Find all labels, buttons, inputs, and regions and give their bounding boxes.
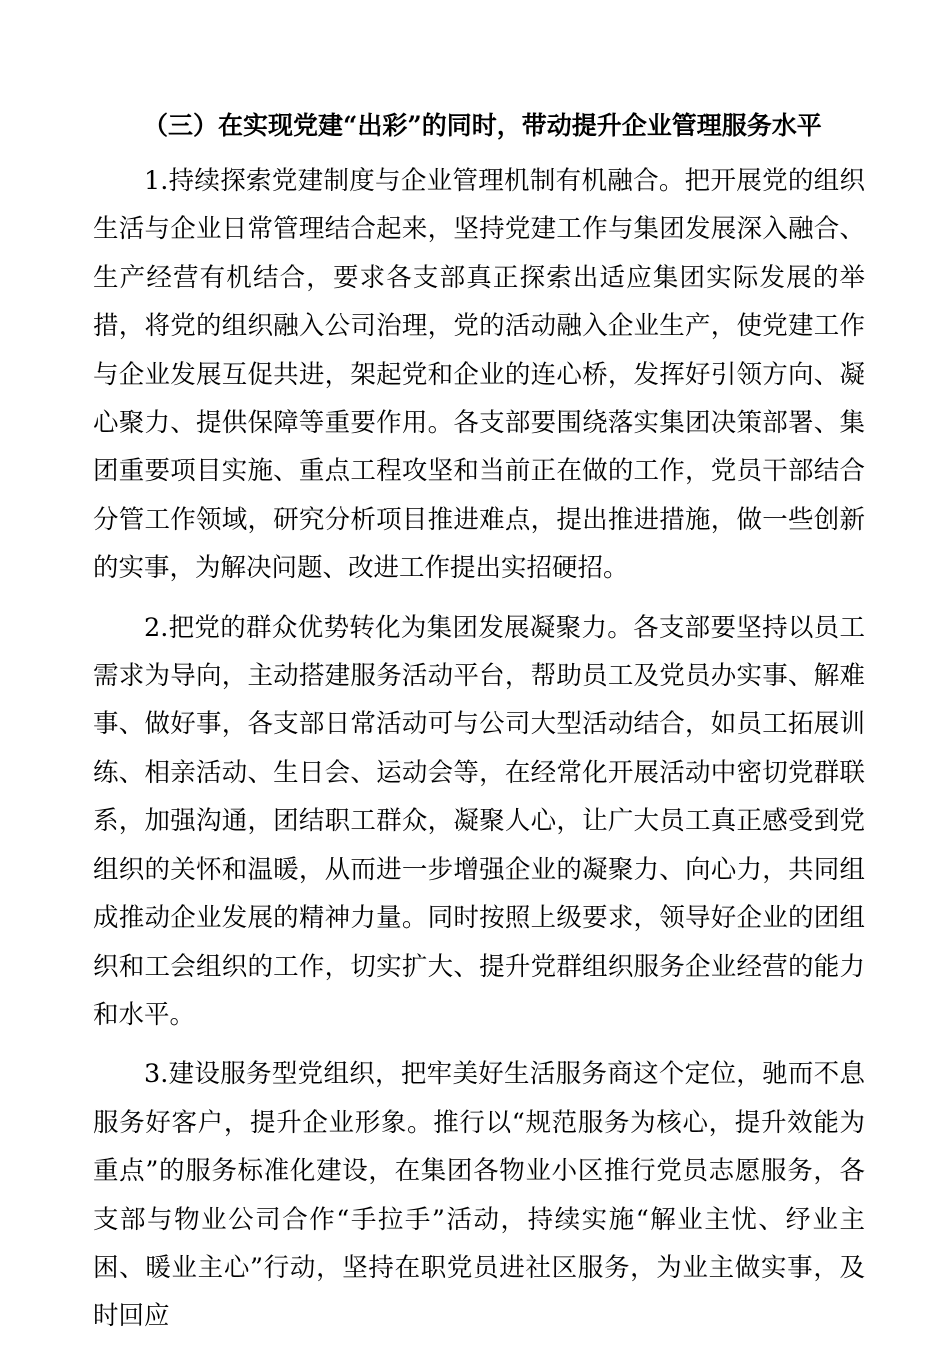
paragraph-3: 3.建设服务型党组织，把牢美好生活服务商这个定位，驰而不息服务好客户，提升企业形象。推行以“规范服务为核心，提升效能为重点”的服务标准化建设，在集团各物业小区推行党员志愿服务，各支部与物业公司合作“手拉手”活动，持续实施“解业主忧、纾业主困、暖业主心”行动，坚持在职党员进社区服务，为业主做实事，及时回应 [93, 1059, 865, 1332]
paragraph-1: 1.持续探索党建制度与企业管理机制有机融合。把开展党的组织生活与企业日常管理结合起来，坚持党建工作与集团发展深入融合、生产经营有机结合，要求各支部真正探索出适应集团实际发展的举措，将党的组织融入公司治理，党的活动融入企业生产，使党建工作与企业发展互促共进，架起党和企业的连心桥，发挥好引领方向、凝心聚力、提供保障等重要作用。各支部要围绕落实集团决策部署、集团重要项目实施、重点工程攻坚和当前正在做的工作，党员干部结合分管工作领域，研究分析项目推进难点，提出推进措施，做一些创新的实事，为解决问题、改进工作提出实招硬招。 [93, 166, 865, 584]
section-heading: （三）在实现党建“出彩”的同时，带动提升企业管理服务水平 [143, 111, 822, 140]
document-body [93, 157, 865, 1352]
paragraph-2: 2.把党的群众优势转化为集团发展凝聚力。各支部要坚持以员工需求为导向，主动搭建服务活动平台，帮助员工及党员办实事、解难事、做好事，各支部日常活动可与公司大型活动结合，如员工拓展训练、相亲活动、生日会、运动会等，在经常化开展活动中密切党群联系，加强沟通，团结职工群众，凝聚人心，让广大员工真正感受到党组织的关怀和温暖，从而进一步增强企业的凝聚力、向心力，共同组成推动企业发展的精神力量。同时按照上级要求，领导好企业的团组织和工会组织的工作，切实扩大、提升党群组织服务企业经营的能力和水平。 [93, 612, 865, 1030]
